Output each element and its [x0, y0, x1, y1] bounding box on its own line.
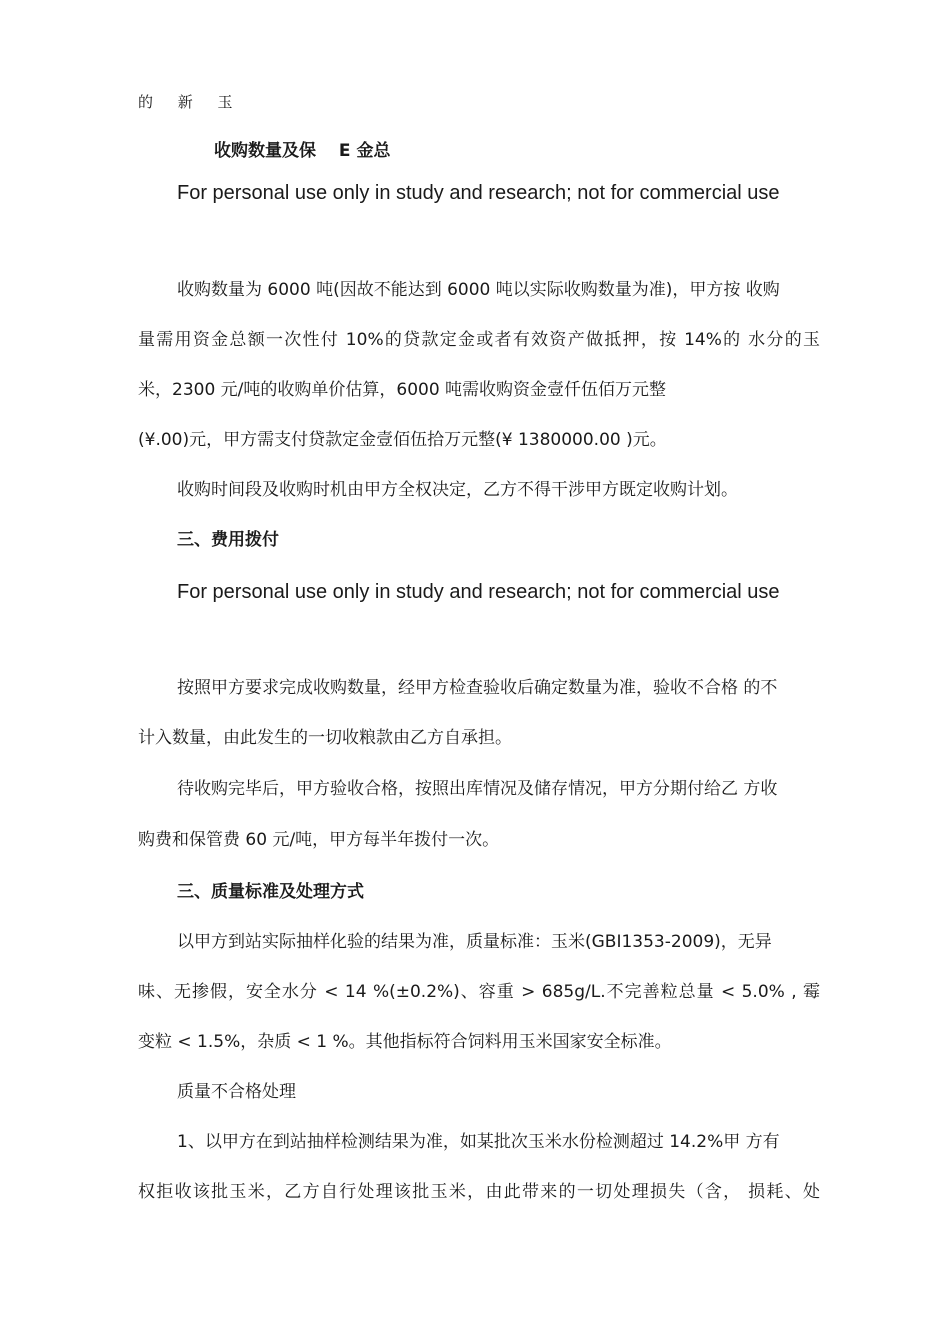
payment-para-line-2: 购费和保管费 60 元/吨，甲方每半年拨付一次。: [138, 830, 500, 850]
quality-para-line-2: 味、无掺假，安全水分 < 14 %(±0.2%)、容重 > 685g/L.不完善粒总量 < 5.0% , 霉: [138, 982, 820, 1002]
quantity-para-line-1: 收购数量为 6000 吨(因故不能达到 6000 吨以实际收购数量为准)，甲方按 收购: [177, 280, 780, 300]
acceptance-para-line-1: 按照甲方要求完成收购数量，经甲方检查验收后确定数量为准，验收不合格 的不: [177, 678, 778, 698]
quality-heading: 三、质量标准及处理方式: [177, 882, 364, 902]
fees-heading: 三、费用拨付: [177, 530, 279, 550]
reject-para-line-2: 权拒收该批玉米，乙方自行处理该批玉米，由此带来的一切处理损失（含， 损耗、处: [138, 1182, 820, 1202]
quantity-para-line-4: (¥.00)元，甲方需支付贷款定金壹佰伍拾万元整(¥ 1380000.00 )元。: [138, 430, 667, 450]
quality-para-line-1: 以甲方到站实际抽样化验的结果为准，质量标准：玉米(GBI1353-2009)，无异: [177, 932, 772, 952]
quantity-para-line-2: 量需用资金总额一次性付 10%的贷款定金或者有效资产做抵押，按 14%的 水分的玉: [138, 330, 820, 350]
quality-para-line-3: 变粒 < 1.5%，杂质 < 1 %。其他指标符合饲料用玉米国家安全标准。: [138, 1032, 672, 1052]
acceptance-para-line-2: 计入数量，由此发生的一切收粮款由乙方自承担。: [138, 728, 512, 748]
reject-para-line-1: 1、以甲方在到站抽样检测结果为准，如某批次玉米水份检测超过 14.2%甲 方有: [177, 1132, 780, 1152]
timing-paragraph: 收购时间段及收购时机由甲方全权决定，乙方不得干涉甲方既定收购计划。: [177, 480, 738, 500]
quantity-para-line-3: 米，2300 元/吨的收购单价估算，6000 吨需收购资金壹仟伍佰万元整: [138, 380, 667, 400]
disclaimer-2: For personal use only in study and research; not for commercial use: [177, 581, 780, 603]
disclaimer-1: For personal use only in study and research; not for commercial use: [177, 182, 780, 204]
payment-para-line-1: 待收购完毕后，甲方验收合格，按照出库情况及储存情况，甲方分期付给乙 方收: [177, 779, 778, 799]
top-fragment-text: 的 新 玉: [138, 93, 243, 111]
quantity-heading: 收购数量及保 E 金总: [214, 141, 391, 161]
nonconform-subheading: 质量不合格处理: [177, 1082, 296, 1102]
